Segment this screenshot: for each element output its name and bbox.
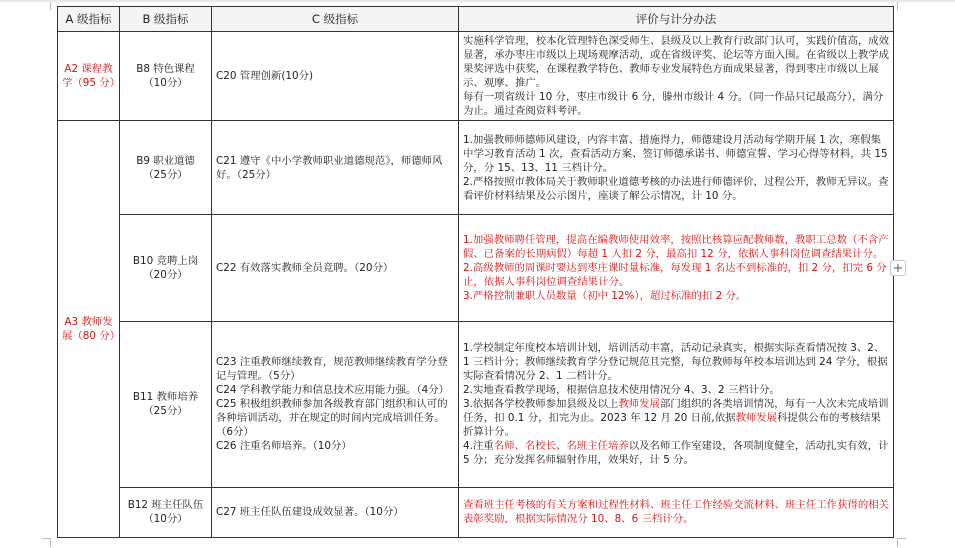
evaluation-table: [57, 6, 894, 538]
margin-mark-top-left: [42, 2, 51, 10]
header-row: [58, 7, 894, 32]
b-level-cell: B11 教师培养 （25分）: [120, 322, 212, 487]
method-paragraph: 2.实地查看教学现场，根据信息技术使用情况分 4、3、2 三档计分。: [463, 384, 780, 397]
c-level-cell: [212, 322, 459, 487]
margin-mark-bottom-left: [42, 538, 51, 547]
margin-mark-top-right: [897, 2, 906, 10]
c-item: C24 学科教学能力和信息技术应用能力强。（4分）: [216, 384, 450, 397]
table-row: [58, 322, 894, 487]
method-paragraph: 实施科学管理，校本化管理特色深受师生、县级及以上教育行政部门认可，实践价值高，成效显著，承办枣庄市级以上现场观摩活动，或在省级评奖、论坛等方面入围。在省级以上教学成果奖评选中获奖，在课程教学特色、教师专业发展特色方面成果显著，得到枣庄市级以上展示、观摩、推广。: [463, 34, 890, 89]
add-row-button[interactable]: +: [890, 260, 906, 276]
method-paragraph: 每有一项省级计 10 分，枣庄市级计 6 分，滕州市级计 4 分。（同一作品只记最高分），满分为止。通过查阅资料考评。: [463, 90, 884, 117]
b-level-cell: B12 班主任队伍（10分）: [120, 487, 212, 537]
c-item: C26 注重名师培养。（10分）: [216, 440, 352, 453]
header-a-level: A 级指标: [58, 7, 120, 32]
table-row: [58, 487, 894, 537]
header-b-level: B 级指标: [120, 7, 212, 32]
a-level-cell-teacher-dev: A3 教师发展（80 分）: [58, 120, 120, 537]
method-paragraph: 4.注重名师、名校长、名班主任培养以及名师工作室建设，各项制度健全，活动扎实有效，计 5 分；充分发挥名师辐射作用，效果好，计 5 分。: [463, 440, 889, 467]
c-item: C23 注重教师继续教育，规范教师继续教育学分登记与管理。（5分）: [216, 356, 448, 383]
a-level-cell: A2 课程教学（95 分）: [58, 32, 120, 121]
method-cell: [459, 215, 894, 322]
b-level-cell: B9 职业道德 （25分）: [120, 120, 212, 215]
method-paragraph: 1.学校制定年度校本培训计划，培训活动丰富，活动记录真实，根据实际查看情况按 3、2、1 三档计分；教师继续教育学分登记规范且完整，每位教师每年校本培训达到 24 学分，根据实际查看情况分 2、1 二档计分。: [463, 342, 888, 383]
method-paragraph: 3.严格控制兼职人员数量（初中 12%），超过标准的扣 2 分。: [463, 290, 747, 303]
c-item: C25 积极组织教师参加各级教育部门组织和认可的各种培训活动，并在规定的时间内完成培训任务。（6分）: [216, 398, 448, 439]
table-row: [58, 120, 894, 215]
method-cell: [459, 32, 894, 121]
header-method: 评价与计分办法: [459, 7, 894, 32]
c-level-cell: C22 有效落实教师全员竞聘。（20分）: [212, 215, 459, 322]
header-c-level: C 级指标: [212, 7, 459, 32]
page-top-edge: [0, 0, 955, 2]
method-paragraph: 1.加强教师聘任管理，提高在编教师使用效率，按照比核算应配教师数，教职工总数（不含产假、已备案的长期病假）每超 1 人扣 2 分，最高扣 12 分，依据人事科岗位调查结果计分。: [463, 234, 889, 261]
c-level-cell: C20 管理创新(10分): [212, 32, 459, 121]
b-level-cell: B10 竞聘上岗 （20分）: [120, 215, 212, 322]
highlight-text: 教师发展: [618, 398, 660, 411]
method-cell: [459, 322, 894, 487]
method-paragraph: 2.严格按照市教体局关于教师职业道德考核的办法进行师德评价，过程公开，教师无异议。查看评价材料结果及公示图片，座谈了解公示情况，计 10 分。: [463, 175, 889, 202]
b-level-cell: B8 特色课程 （10分）: [120, 32, 212, 121]
table-row: [58, 32, 894, 121]
method-cell: [459, 120, 894, 215]
method-paragraph: 3.依据各学校教师参加县级及以上教师发展部门组织的各类培训情况，每有一人次未完成培训任务，扣 0.1 分，扣完为止。2023 年 12 月 20 日前,依据教师发展科提供公布的考核结果折算计分。: [463, 398, 889, 439]
method-cell: 查看班主任考核的有关方案和过程性材料、班主任工作经验交流材料、班主任工作获得的相关表彰奖励，根据实际情况分 10、8、6 三档计分。: [459, 487, 894, 537]
c-level-cell: C21 遵守《中小学教师职业道德规范》，师德师风好。（25分）: [212, 120, 459, 215]
c-level-cell: C27 班主任队伍建设成效显著。（10分）: [212, 487, 459, 537]
table-row: [58, 215, 894, 322]
margin-mark-bottom-right: [897, 538, 906, 547]
method-paragraph: 1.加强教师师德师风建设，内容丰富、措施得力，师德建设月活动每学期开展 1 次，寒假集中学习教育活动 1 次，查看活动方案、签订师德承诺书、师德宣誓、学习心得等材料，共 15 分，分 15、13、11 三档计分。: [463, 133, 888, 174]
highlight-text: 名师、名校长、名班主任培养: [493, 440, 629, 453]
method-paragraph: 2.高级教师的周课时要达到枣庄课时量标准，每发现 1 名达不到标准的，扣 2 分，扣完 6 分止，依据人事科岗位调查结果计分。: [463, 262, 887, 289]
highlight-text: 教师发展: [735, 412, 778, 425]
